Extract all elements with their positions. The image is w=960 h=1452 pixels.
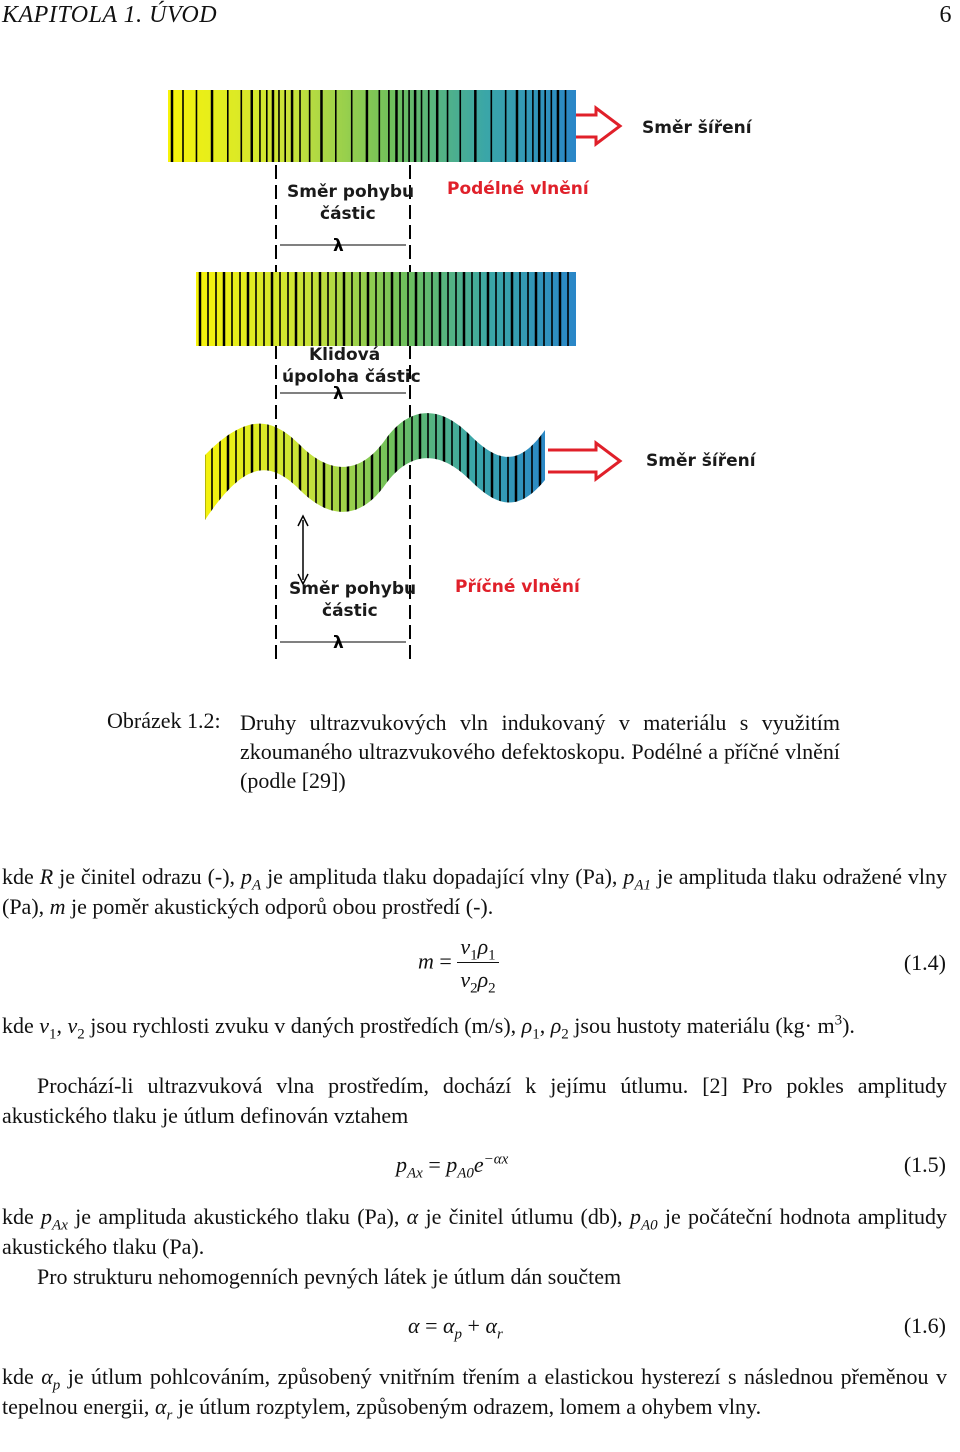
lambda-label-1: λ (333, 236, 344, 256)
longitudinal-wave-band (168, 90, 576, 162)
particle-motion-label-2: Směr pohybu (289, 579, 417, 599)
paragraph-6: kde $\alpha_p$ je útlum pohlcováním, způsobený vnitřním třením a elastickou hysterezí s následnou přeměnou v tepelnou energii, $\alpha_r$ je útlum rozptylem, způsobeným odrazem, lomem a ohybem vlny. (2, 1364, 947, 1424)
transverse-wave (200, 400, 550, 530)
rest-position-label-1: Klidová (309, 345, 381, 365)
equation-number-1-4: (1.4) (903, 950, 946, 975)
paragraph-4: kde $p_{Ax}$ je amplituda akustického tlaku (Pa), α je činitel útlumu (db), $p_{A0}$ je počáteční hodnota amplitudy akustického tlaku (Pa). (2, 1204, 947, 1259)
page-number: 6 (939, 2, 952, 28)
running-header: KAPITOLA 1. ÚVOD (2, 2, 218, 28)
caption-label: Obrázek 1.2: (107, 708, 221, 733)
wave-types-figure (0, 70, 960, 670)
rest-position-label-2: úpoloha částic (282, 367, 421, 387)
equation-1-5: $p_{Ax} = p_{A0}e^{-\alpha x}$ (396, 1151, 509, 1182)
paragraph-2: kde $v_1$, $v_2$ jsou rychlosti zvuku v daných prostředích (m/s), $\rho_1$, $\rho_2$ jsou hustoty materiálu $(kg\cdot m^3)$. (2, 1012, 855, 1043)
rest-position-band (196, 272, 576, 346)
direction-label-top: Směr šíření (642, 118, 752, 138)
propagation-arrow-top (576, 108, 620, 144)
equation-number-1-5: (1.5) (903, 1152, 946, 1177)
direction-label-bottom: Směr šíření (646, 451, 756, 471)
particle-motion-label-1b: částic (320, 204, 376, 224)
lambda-label-2: λ (333, 384, 344, 404)
equation-number-1-6: (1.6) (903, 1313, 946, 1338)
paragraph-1: kde R je činitel odrazu (-), $p_A$ je amplituda tlaku dopadající vlny (Pa), $p_{A1}$ je amplituda tlaku odražené vlny (Pa), m je poměr akustických odporů obou prostředí (-). (2, 864, 947, 919)
particle-motion-label-1: Směr pohybu (287, 182, 415, 202)
equation-1-6: $\alpha = \alpha_p + \alpha_r$ (408, 1313, 503, 1343)
equation-1-4: m = $\frac{v_1\rho_1}{v_2\rho_2}$ (418, 934, 499, 993)
particle-motion-label-2b: částic (322, 601, 378, 621)
lambda-label-3: λ (333, 633, 344, 653)
propagation-arrow-bottom (548, 443, 620, 479)
transverse-label: Příčné vlnění (455, 577, 580, 597)
longitudinal-label: Podélné vlnění (447, 179, 589, 199)
paragraph-5: Pro strukturu nehomogenních pevných látek je útlum dán součtem (37, 1264, 622, 1289)
paragraph-3: Prochází-li ultrazvuková vlna prostředím, dochází k jejímu útlumu. [2] Pro pokles amplitudy akustického tlaku je útlum definován vztahem (2, 1073, 947, 1128)
caption-text: Druhy ultrazvukových vln indukovaný v materiálu s využitím zkoumaného ultrazvukového defektoskopu. Podélné a příčné vlnění (podle [29]) (240, 710, 840, 793)
